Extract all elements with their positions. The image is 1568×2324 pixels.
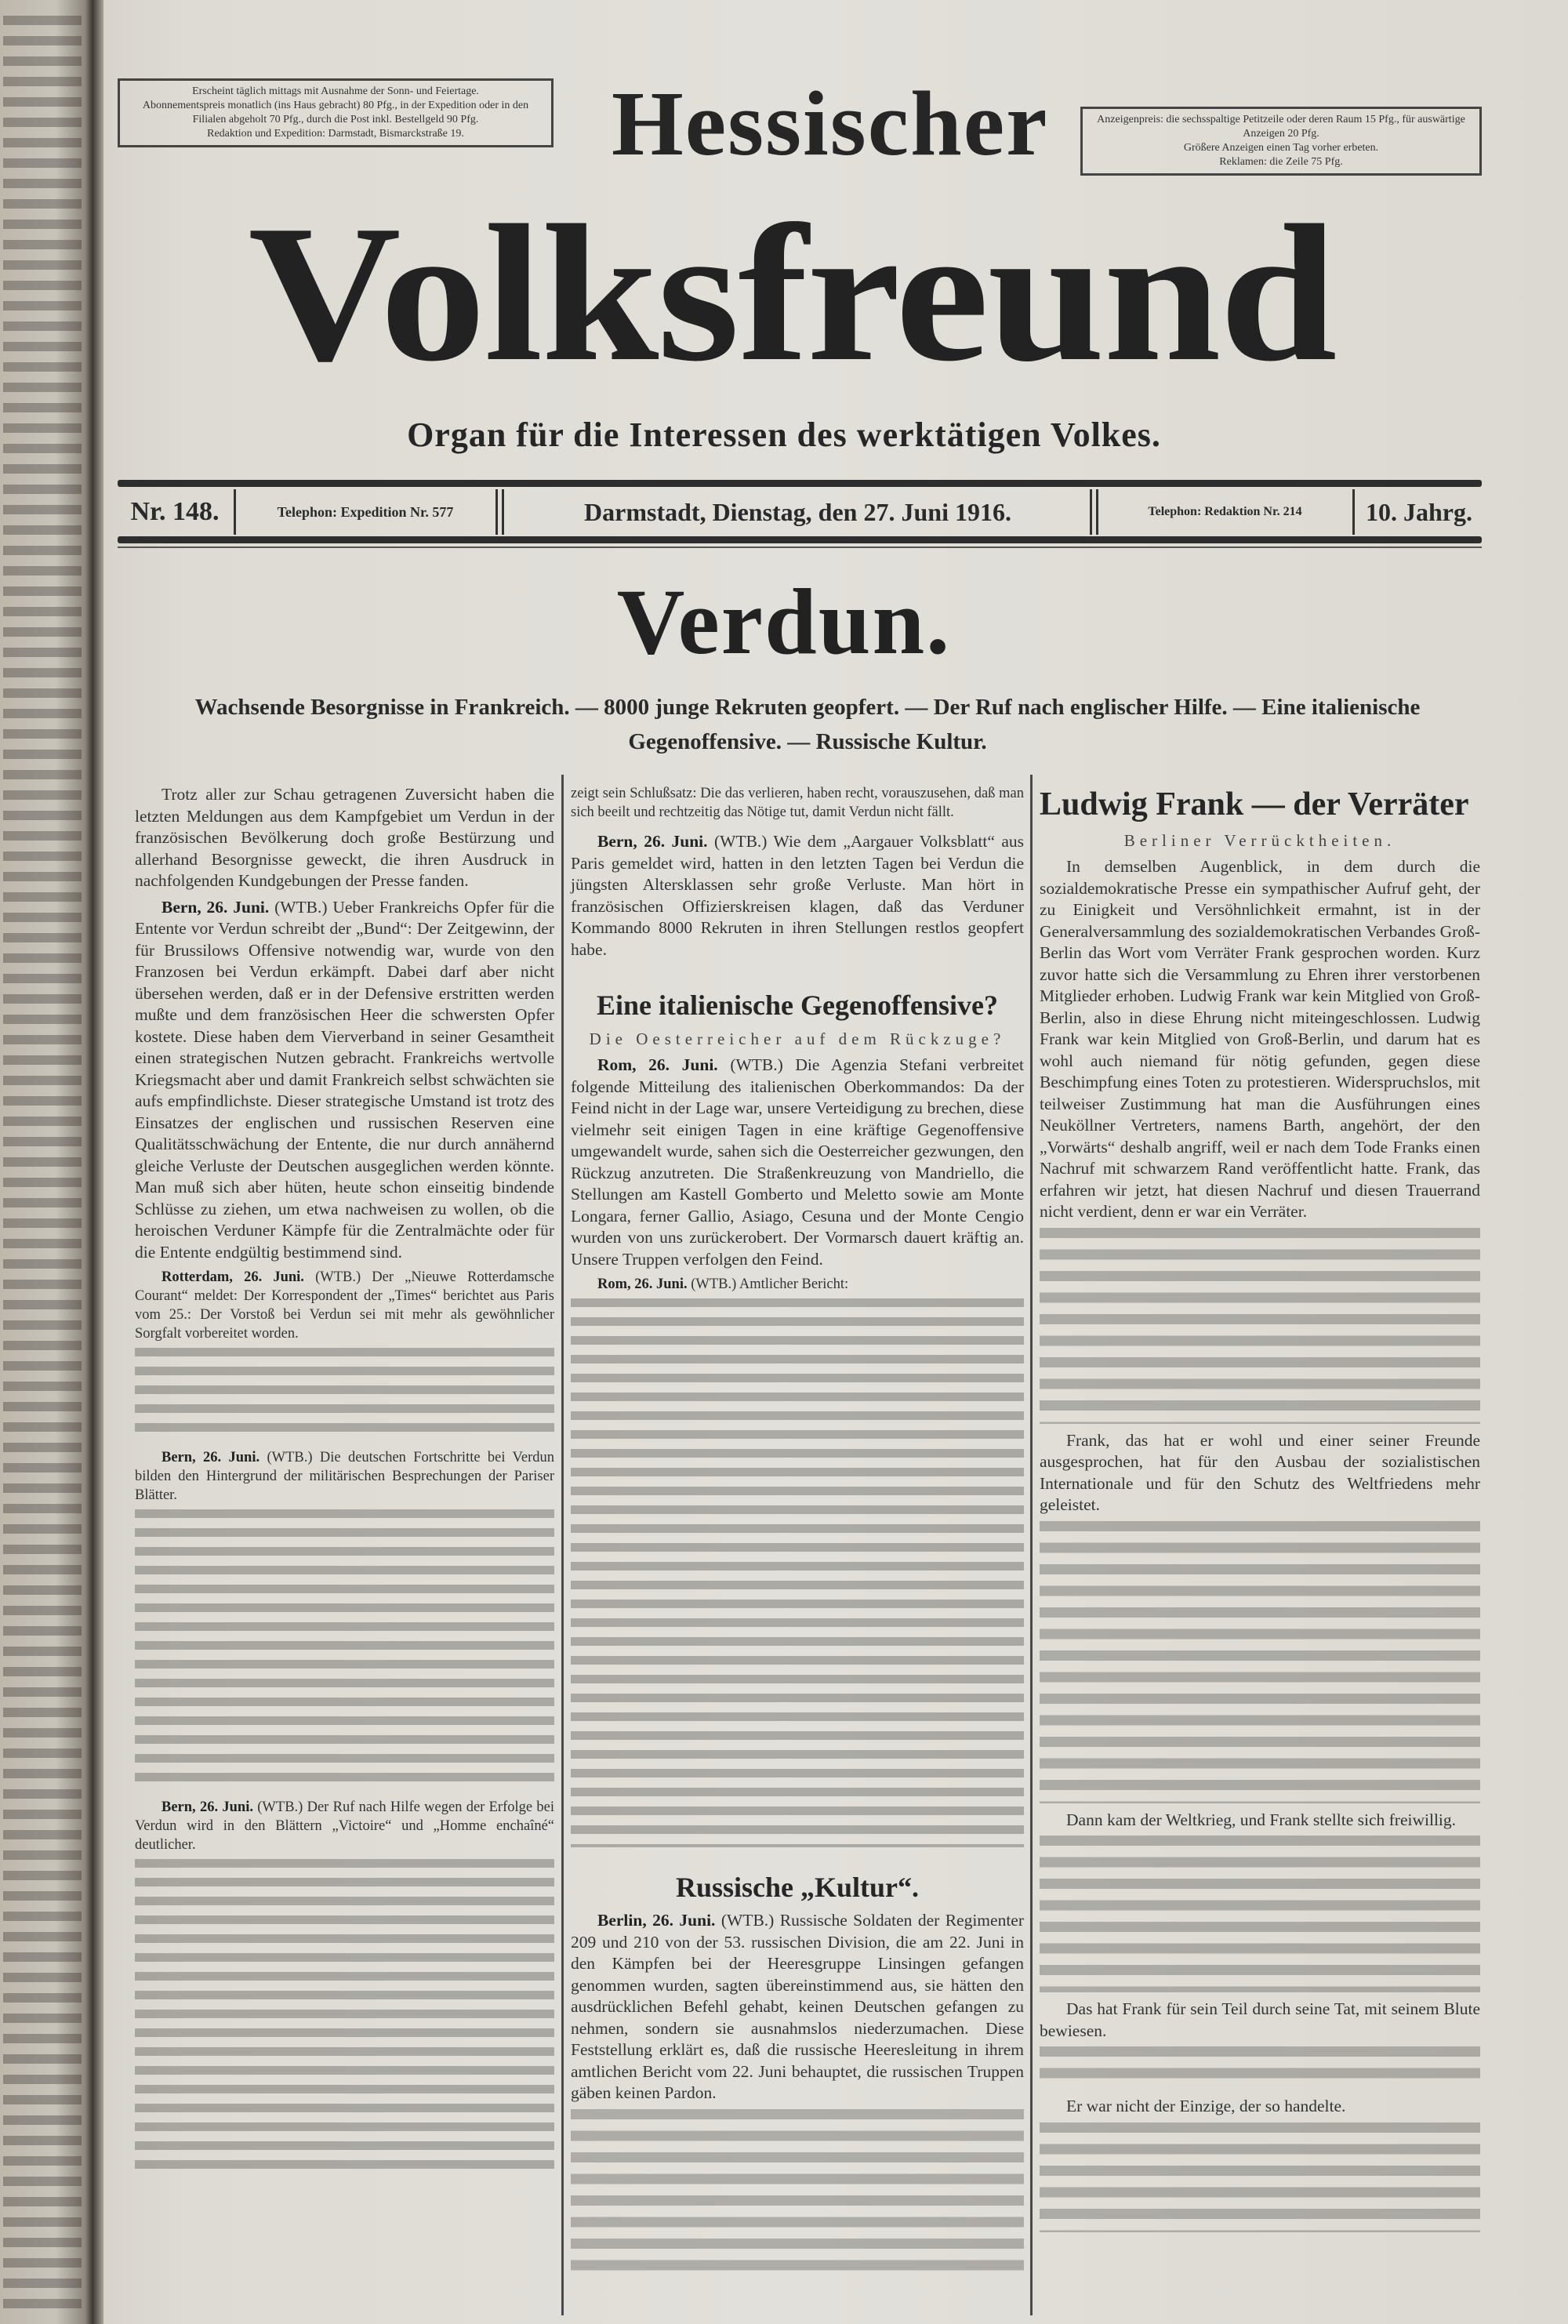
paragraph: Das hat Frank für sein Teil durch seine Tat, mit seinem Blute bewiesen. xyxy=(1040,1999,1480,2040)
section-subheading: Berliner Verrücktheiten. xyxy=(1123,831,1396,850)
paragraph-text: (WTB.) Amtlicher Bericht: xyxy=(691,1276,849,1292)
section-heading: Eine italienische Gegenoffensive? xyxy=(597,990,998,1021)
column-2 xyxy=(571,784,1024,2317)
article-ludwig-frank xyxy=(1040,784,1480,1430)
paragraph-text: (WTB.) Die deutschen Fortschritte bei Verdun bilden den Hintergrund der militärischen Besprechungen der Pariser Blätter. xyxy=(135,1450,554,1503)
section-heading: Russische „Kultur“. xyxy=(675,1872,920,1903)
dateline: Bern, 26. Juni. xyxy=(597,832,708,851)
info-line: Redaktion und Expedition: Darmstadt, Bismarckstraße 19. xyxy=(207,128,464,140)
info-line: Erscheint täglich mittags mit Ausnahme der Sonn- und Feiertage. xyxy=(192,85,479,97)
paragraph xyxy=(135,1268,554,1343)
paragraph-block xyxy=(1040,1999,1480,2096)
rule-bottom-thin xyxy=(118,547,1482,548)
paragraph: Trotz aller zur Schau getragenen Zuversicht haben die letzten Meldungen aus dem Kampfgebiet um Verdun in der französischen Bevölkerung doch große Bestürzung und allerhand Besorgnisse geweckt, die ihren Ausdruck in nachfolgenden Kundgebungen der Presse fanden. xyxy=(135,785,554,890)
masthead-title: Volksfreund xyxy=(248,185,1336,402)
column-rule xyxy=(1030,775,1033,2315)
paragraph xyxy=(135,1798,554,1854)
phone-redaktion: Telephon: Redaktion Nr. 214 xyxy=(1148,505,1302,518)
info-line: Reklamen: die Zeile 75 Pfg. xyxy=(1219,156,1343,168)
paragraph-text: (WTB.) Der Ruf nach Hilfe wegen der Erfolge bei Verdun wird in den Blättern „Victoire“ und „Homme enchaîné“ deutlicher. xyxy=(135,1799,554,1853)
column-3 xyxy=(1040,784,1480,2317)
paragraph-block xyxy=(1040,1810,1480,1999)
article-bern-3 xyxy=(135,1798,554,2179)
masthead-title-top: Hessischer xyxy=(612,72,1049,175)
dateline: Bern, 26. Juni. xyxy=(162,1450,260,1465)
advertising-info-box xyxy=(1080,107,1482,176)
section-heading: Ludwig Frank — der Verräter xyxy=(1040,786,1469,822)
paragraph-text: (WTB.) Wie dem „Aargauer Volksblatt“ aus Paris gemeldet wird, hatten in den letzten Tagen bei Verdun die jüngsten Altersklassen sehr große Verluste. Man hört in französischen Offizierskreisen klagen, daß das Verduner Kommando 8000 Rekruten in ihren Stellungen restlos geopfert habe. xyxy=(571,832,1025,959)
paragraph xyxy=(571,831,1024,960)
info-line: Größere Anzeigen einen Tag vorher erbeten. xyxy=(1183,142,1379,154)
volume-number: 10. Jahrg. xyxy=(1366,497,1472,526)
divider xyxy=(1352,489,1355,535)
article-bern-2 xyxy=(135,1448,554,1798)
paragraph xyxy=(571,1275,1024,1294)
paragraph xyxy=(135,897,554,1264)
paragraph: zeigt sein Schlußsatz: Die das verlieren, haben recht, vorauszusehen, daß man sich beeilt und rechtzeitig das Nötige tut, damit Verdun nicht fällt. xyxy=(571,786,1024,820)
dateline: Rotterdam, 26. Juni. xyxy=(162,1269,304,1285)
dateline: Rom, 26. Juni. xyxy=(597,1055,718,1074)
divider xyxy=(1090,489,1092,535)
paragraph-text: (WTB.) Die Agenzia Stefani verbreitet folgende Mitteilung des italienischen Oberkommandos: Da der Feind nicht in der Lage war, unsere Verteidigung zu brechen, diese vielmehr seit einigen Tagen in eine kräftige Gegenoffensive umgewandelt wurde, sahen sich die Oesterreicher gezwungen, den Rückzug anzutreten. Die Straßenkreuzung von Mandriello, die Stellungen am Kastell Gomberto und Meletto sowie am Monte Longara, ferner Gallio, Asiago, Cesuna und der Monte Cengio wurden von uns zurückerobert. Der Vormarsch dauert kräftig an. Unsere Truppen verfolgen den Feind. xyxy=(571,1055,1024,1269)
subscription-info-box xyxy=(118,78,554,147)
dateline: Bern, 26. Juni. xyxy=(162,1799,253,1815)
divider xyxy=(1096,489,1098,535)
info-line: Abonnementspreis monatlich (ins Haus gebracht) 80 Pfg., in der Expedition oder in den Filialen abgeholt 70 Pfg., durch die Post inkl. Bestellgeld 90 Pfg. xyxy=(142,100,529,125)
divider xyxy=(502,489,504,535)
paragraph: Er war nicht der Einzige, der so handelte. xyxy=(1066,2097,1346,2115)
issue-date: Darmstadt, Dienstag, den 27. Juni 1916. xyxy=(584,497,1011,526)
text-lines xyxy=(1040,2122,1480,2232)
divider xyxy=(234,489,236,535)
paragraph: Frank, das hat er wohl und einer seiner Freunde ausgesprochen, hat für den Ausbau der sozialistischen Internationale und für den Schutz des Weltfriedens mehr geleistet. xyxy=(1040,1430,1480,1514)
paragraph-text: (WTB.) Ueber Frankreichs Opfer für die Entente vor Verdun schreibt der „Bund“: Der Zeitgewinn, der für Brussilows Offensive notwendig war, wurde von den Franzosen bei Verdun erkämpft. Dabei darf aber nicht übersehen werden, daß er in der Defensive erstritten werden mußte und dem französischen Heer die schwersten Opfer kostete. Diese haben dem Vierverband in seiner Gesamtheit einen strategischen Nutzen gebracht. Frankreichs wertvolle Kriegsmacht aber und damit Frankreich selbst schwächten sie aufs empfindlichste. Dieser strategische Umstand ist trotz des Einsatzes der englischen und russischen Reserven eine Qualitätsschwächung der Entente, die nur durch annähernd gleiche Verluste der Deutschen ausgeglichen werden könnte. Man muß sich aber hüten, heute schon einseitig bindende Schlüsse zu ziehen, um etwa nachweisen zu wollen, ob die heroischen Verduner Kämpfe für die Zentralmächte oder für die Entente endgültig bestimmend sind. xyxy=(135,897,555,1262)
paragraph xyxy=(571,1055,1024,1270)
divider xyxy=(495,489,498,535)
paragraph-text: (WTB.) Der „Nieuwe Rotterdamsche Courant“ meldet: Der Korrespondent der „Times“ berichtet aus Paris vom 25.: Der Vorstoß bei Verdun sei mit mehr als gewöhnlicher Sorgfalt vorbereitet worden. xyxy=(135,1269,554,1342)
rule-bottom xyxy=(118,536,1482,543)
text-lines xyxy=(1040,1228,1480,1424)
paragraph xyxy=(571,1910,1024,2104)
main-headline: Verdun. xyxy=(616,569,952,674)
info-line: Anzeigenpreis: die sechsspaltige Petitzeile oder deren Raum 15 Pfg., für auswärtige Anzeigen 20 Pfg. xyxy=(1097,114,1465,140)
column-1 xyxy=(135,784,554,2317)
section-subheading: Die Oesterreicher auf dem Rückzuge? xyxy=(589,1029,1006,1048)
text-lines xyxy=(135,1509,554,1792)
article-rotterdam xyxy=(135,1268,554,1448)
paragraph-block xyxy=(1040,2096,1480,2239)
text-lines xyxy=(571,2109,1024,2282)
paragraph: In demselben Augenblick, in dem durch die sozialdemokratische Presse ein sympathischer Aufruf geht, der zu Einigkeit und Versöhnlichkeit ermahnt, ist in der Generalversammlung des sozialdemokratischen Verbandes Groß-Berlin das Wort vom Verräter Frank gesprochen worden. Kurz zuvor hatte sich die Versammlung zu Ehren ihrer verstorbenen Mitglieder erhoben. Ludwig Frank war kein Mitglied von Groß-Berlin, also in diese Ehrung nicht miteingeschlossen. Ludwig Frank war kein Mitglied von Groß-Berlin, und darum hat es wohl auch niemand für nötig gefunden, gegen diese Beschimpfung eines Toten zu protestieren. Widerspruchslos, mit teilweiser Zustimmung hat man die Ausführungen eines Neuköllner Vertreters, namens Barth, angehört, der den „Vorwärts“ deshalb angriff, weil er nach dem Tode Franks einen Nachruf mit schwarzem Rand veröffentlicht hatte. Frank, das erfahren wir jetzt, hat diesen Nachruf und diesen Trauerrand nicht verdient, denn er war ein Verräter. xyxy=(1040,857,1481,1221)
issue-number: Nr. 148. xyxy=(130,497,220,526)
paragraph: Dann kam der Weltkrieg, und Frank stellte sich freiwillig. xyxy=(1066,1810,1457,1829)
masthead-tagline: Organ für die Interessen des werktätigen Volkes. xyxy=(407,416,1161,454)
paragraph xyxy=(135,1448,554,1505)
column-rule xyxy=(561,775,564,2315)
text-lines xyxy=(135,1348,554,1442)
headline-summary: Wachsende Besorgnisse in Frankreich. — 8000 junge Rekruten geopfert. — Der Ruf nach englischer Hilfe. — Eine italienische Gegenoffensive. — Russische Kultur. xyxy=(194,695,1421,754)
paragraph-text: (WTB.) Russische Soldaten der Regimenter 209 und 210 von der 53. russischen Division, die am 22. Juni in den Kämpfen bei der Heeresgruppe Linsingen gefangen genommen wurden, sagten übereinstimmend aus, sie hätten den ausdrücklichen Befehl gehabt, keinen Deutschen gefangen zu nehmen, sondern sie ausnahmslos niederzumachen. Diese Feststellung erklärt es, daß die russische Heeresleitung in ihrem amtlichen Bericht vom 22. Juni behauptet, die russischen Truppen gäben keinen Pardon. xyxy=(571,1911,1024,2102)
phone-expedition: Telephon: Expedition Nr. 577 xyxy=(277,503,454,520)
text-lines xyxy=(1040,1521,1480,1803)
article-russia xyxy=(571,1866,1024,2288)
article-italy xyxy=(571,984,1024,1854)
rule-top xyxy=(118,480,1482,487)
text-lines xyxy=(1040,1836,1480,1992)
text-lines xyxy=(1040,2046,1480,2090)
article-verdun-continued xyxy=(571,784,1024,965)
dateline: Berlin, 26. Juni. xyxy=(597,1911,716,1930)
dateline: Bern, 26. Juni. xyxy=(162,897,270,917)
article-verdun-intro xyxy=(135,784,554,1268)
text-lines xyxy=(135,1859,554,2173)
text-lines xyxy=(571,1298,1024,1847)
dateline: Rom, 26. Juni. xyxy=(597,1276,688,1292)
paragraph-block xyxy=(1040,1430,1480,1810)
